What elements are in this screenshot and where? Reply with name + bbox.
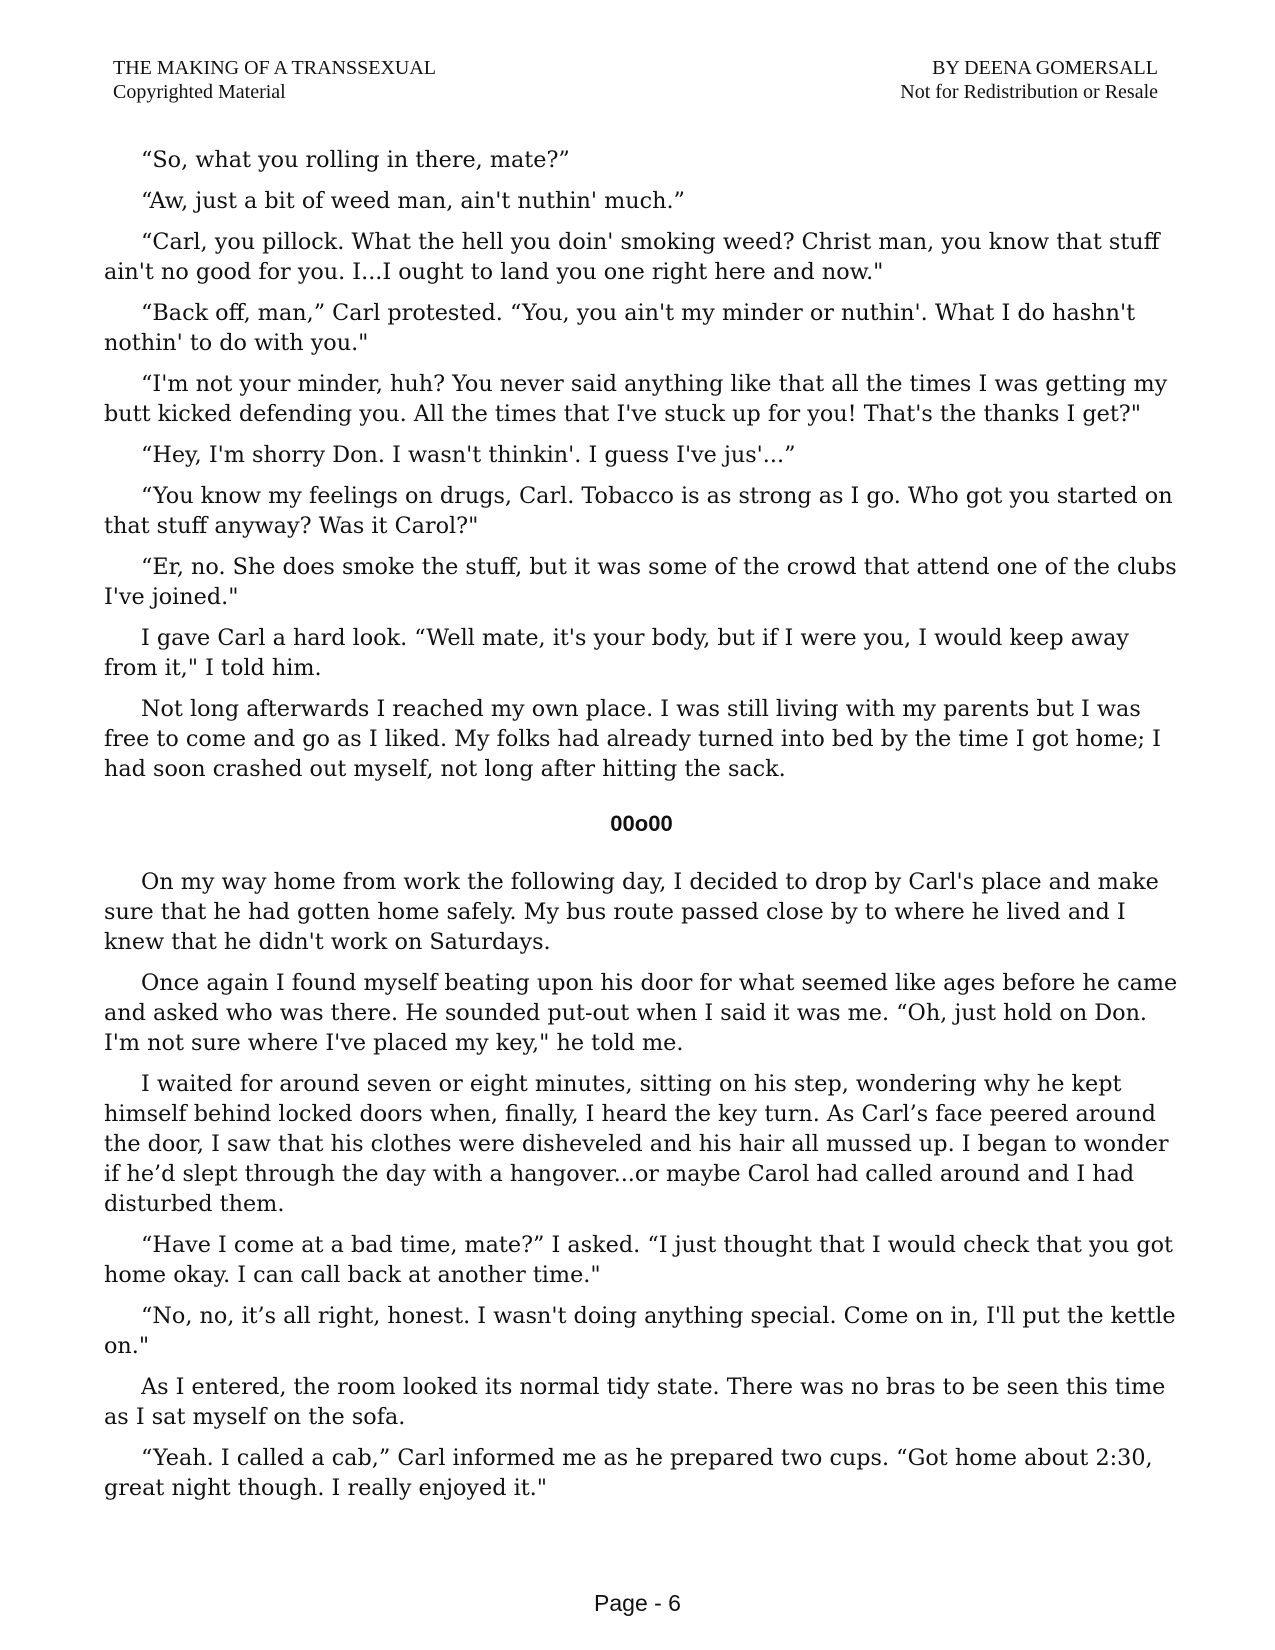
copyright-notice: Copyrighted Material <box>113 81 286 103</box>
paragraph: Once again I found myself beating upon his door for what seemed like ages before he came and asked who was there. He sounded put-out when I said it was me. “Oh, just hold on Don. I'm not sure where I've placed my key," he told me. <box>104 970 1178 1056</box>
page-number: Page - 6 <box>594 1590 681 1616</box>
paragraph: “Carl, you pillock. What the hell you doin' smoking weed? Christ man, you know that stuff ain't no good for you. I...I ought to land you one right here and now." <box>104 229 1160 285</box>
paragraph: “Hey, I'm shorry Don. I wasn't thinkin'. I guess I've jus'...” <box>141 442 796 468</box>
paragraph: Not long afterwards I reached my own place. I was still living with my parents but I was free to come and go as I liked. My folks had already turned into bed by the time I got home; I had soon crashed out myself, not long after hitting the sack. <box>104 696 1161 782</box>
paragraph: “Yeah. I called a cab,” Carl informed me as he prepared two cups. “Got home about 2:30, great night though. I really enjoyed it." <box>104 1445 1153 1501</box>
paragraph: On my way home from work the following day, I decided to drop by Carl's place and make sure that he had gotten home safely. My bus route passed close by to where he lived and I knew that he didn't work on Saturdays. <box>104 869 1159 955</box>
distribution-notice: Not for Redistribution or Resale <box>900 81 1158 103</box>
paragraph: As I entered, the room looked its normal tidy state. There was no bras to be seen this time as I sat myself on the sofa. <box>104 1374 1166 1430</box>
paragraph: “Have I come at a bad time, mate?” I asked. “I just thought that I would check that you got home okay. I can call back at another time." <box>104 1232 1173 1288</box>
paragraph: “Back off, man,” Carl protested. “You, you ain't my minder or nuthin'. What I do hashn't nothin' to do with you." <box>104 300 1136 356</box>
paragraph: “So, what you rolling in there, mate?” <box>141 147 570 173</box>
header-right <box>900 56 1158 104</box>
book-title: THE MAKING OF A TRANSSEXUAL <box>113 57 436 79</box>
page-body <box>104 145 1179 1514</box>
paragraph: “You know my feelings on drugs, Carl. Tobacco is as strong as I go. Who got you started on that stuff anyway? Was it Carol?" <box>104 483 1173 539</box>
paragraph: “I'm not your minder, huh? You never said anything like that all the times I was getting my butt kicked defending you. All the times that I've stuck up for you! That's the thanks I get?" <box>104 371 1168 427</box>
paragraph: “Er, no. She does smoke the stuff, but it was some of the crowd that attend one of the clubs I've joined." <box>104 554 1177 610</box>
paragraph: I gave Carl a hard look. “Well mate, it's your body, but if I were you, I would keep away from it," I told him. <box>104 625 1129 681</box>
author-name: BY DEENA GOMERSALL <box>932 57 1158 79</box>
paragraph: “Aw, just a bit of weed man, ain't nuthin' much.” <box>141 188 685 214</box>
paragraph: “No, no, it’s all right, honest. I wasn't doing anything special. Come on in, I'll put the kettle on." <box>104 1303 1176 1359</box>
header-left <box>113 56 436 104</box>
scene-separator: 00o00 <box>610 811 673 836</box>
paragraph: I waited for around seven or eight minutes, sitting on his step, wondering why he kept himself behind locked doors when, finally, I heard the key turn. As Carl’s face peered around the door, I saw that his clothes were disheveled and his hair all mussed up. I began to wonder if he’d slept through the day with a hangover...or maybe Carol had called around and I had disturbed them. <box>104 1071 1169 1217</box>
